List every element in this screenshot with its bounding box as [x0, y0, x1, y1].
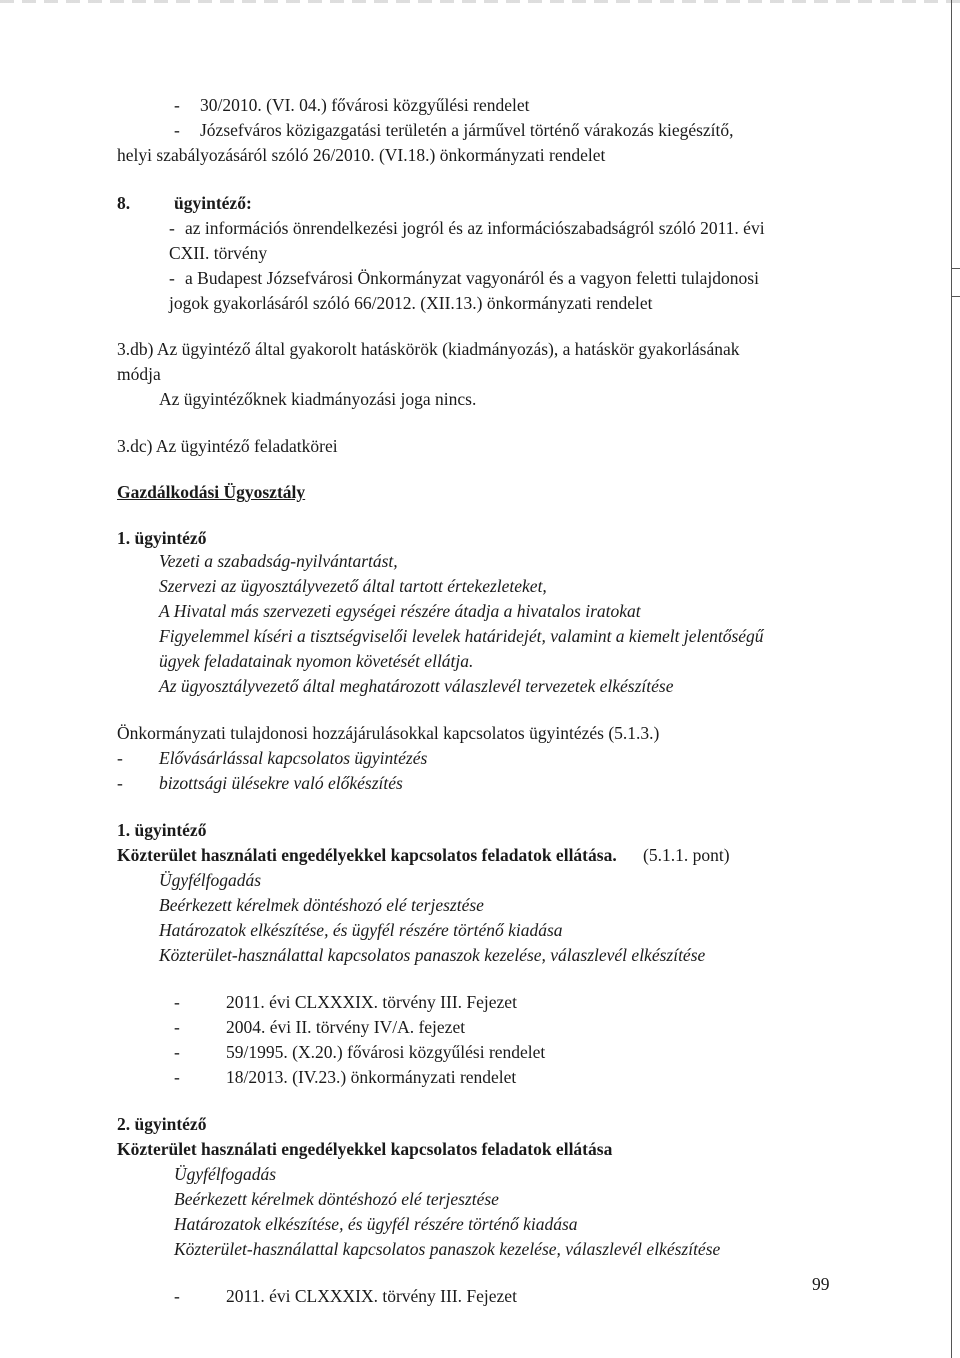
- text-line-l6: az információs önrendelkezési jogról és az információszabadságról szóló 2011. évi: [185, 218, 765, 238]
- text-line-l8: a Budapest Józsefvárosi Önkormányzat vagyonáról és a vagyon feletti tulajdonosi: [185, 268, 759, 288]
- list-dash: -: [117, 748, 123, 768]
- list-dash: -: [169, 268, 175, 288]
- list-dash: -: [117, 773, 123, 793]
- text-line-l34: 18/2013. (IV.23.) önkormányzati rendelet: [226, 1067, 517, 1087]
- list-dash: -: [169, 218, 175, 238]
- text-line-l10: 3.db) Az ügyintéző által gyakorolt hatáskörök (kiadmányozás), a hatáskör gyakorlásának: [117, 339, 740, 359]
- text-line-l22: Önkormányzati tulajdonosi hozzájárulásokkal kapcsolatos ügyintézés (5.1.3.): [117, 723, 660, 743]
- text-line-l24: bizottsági ülésekre való előkészítés: [159, 773, 403, 793]
- text-line-l36: Közterület használati engedélyekkel kapcsolatos feladatok ellátása: [117, 1139, 613, 1159]
- text-line-l32: 2004. évi II. törvény IV/A. fejezet: [226, 1017, 466, 1037]
- text-line-l31: 2011. évi CLXXXIX. törvény III. Fejezet: [226, 992, 517, 1012]
- text-line-l27: Ügyfélfogadás: [159, 870, 262, 890]
- text-line-l9: jogok gyakorlásáról szóló 66/2012. (XII.13.) önkormányzati rendelet: [169, 293, 653, 313]
- text-line-l12: Az ügyintézőknek kiadmányozási joga nincs.: [159, 389, 477, 409]
- edge-tick: [951, 296, 960, 297]
- text-line-l5: ügyintéző:: [174, 193, 252, 213]
- text-line-l41: 2011. évi CLXXXIX. törvény III. Fejezet: [226, 1286, 517, 1306]
- text-line-l33: 59/1995. (X.20.) fővárosi közgyűlési rendelet: [226, 1042, 546, 1062]
- text-line-l39: Határozatok elkészítése, és ügyfél részére történő kiadása: [174, 1214, 578, 1234]
- text-line-l37: Ügyfélfogadás: [174, 1164, 277, 1184]
- page-number: 99: [812, 1274, 830, 1294]
- text-line-l40: Közterület-használattal kapcsolatos panaszok kezelése, válaszlevél elkészítése: [174, 1239, 721, 1259]
- text-line-l20: ügyek feladatainak nyomon követését ellátja.: [159, 651, 474, 671]
- edge-tick: [951, 268, 960, 269]
- text-line-l7: CXII. törvény: [169, 243, 268, 263]
- text-line-l11: módja: [117, 364, 161, 384]
- text-line-l3: helyi szabályozásáról szóló 26/2010. (VI.18.) önkormányzati rendelet: [117, 145, 606, 165]
- list-dash: -: [174, 95, 180, 115]
- scan-artifact: [0, 0, 960, 3]
- text-line-l28: Beérkezett kérelmek döntéshozó elé terjesztése: [159, 895, 484, 915]
- text-line-l18: A Hivatal más szervezeti egységei részére átadja a hivatalos iratokat: [159, 601, 641, 621]
- text-line-l25: 1. ügyintéző: [117, 820, 207, 840]
- text-line-l19: Figyelemmel kíséri a tisztségviselői levelek határidejét, valamint a kiemelt jelentőségű: [159, 626, 764, 646]
- text-line-l35: 2. ügyintéző: [117, 1114, 207, 1134]
- text-line-l38: Beérkezett kérelmek döntéshozó elé terjesztése: [174, 1189, 499, 1209]
- text-line-l4: 8.: [117, 193, 131, 213]
- text-line-l29: Határozatok elkészítése, és ügyfél részére történő kiadása: [159, 920, 563, 940]
- list-dash: -: [174, 1286, 180, 1306]
- text-line-l26a: Közterület használati engedélyekkel kapcsolatos feladatok ellátása.: [117, 845, 617, 865]
- text-line-l26b: (5.1.1. pont): [643, 845, 730, 865]
- list-dash: -: [174, 992, 180, 1012]
- list-dash: -: [174, 120, 180, 140]
- text-line-l13: 3.dc) Az ügyintéző feladatkörei: [117, 436, 338, 456]
- text-line-l1: 30/2010. (VI. 04.) fővárosi közgyűlési rendelet: [200, 95, 530, 115]
- text-line-l17: Szervezi az ügyosztályvezető által tartott értekezleteket,: [159, 576, 547, 596]
- text-line-l14: Gazdálkodási Ügyosztály: [117, 482, 306, 502]
- list-dash: -: [174, 1017, 180, 1037]
- text-line-l2: Józsefváros közigazgatási területén a járművel történő várakozás kiegészítő,: [200, 120, 734, 140]
- text-line-l21: Az ügyosztályvezető által meghatározott válaszlevél tervezetek elkészítése: [159, 676, 674, 696]
- text-line-l16: Vezeti a szabadság-nyilvántartást,: [159, 551, 398, 571]
- list-dash: -: [174, 1067, 180, 1087]
- text-line-l15: 1. ügyintéző: [117, 528, 207, 548]
- page-edge-line: [951, 0, 952, 1358]
- text-line-l23: Elővásárlással kapcsolatos ügyintézés: [159, 748, 428, 768]
- text-line-l30: Közterület-használattal kapcsolatos panaszok kezelése, válaszlevél elkészítése: [159, 945, 706, 965]
- list-dash: -: [174, 1042, 180, 1062]
